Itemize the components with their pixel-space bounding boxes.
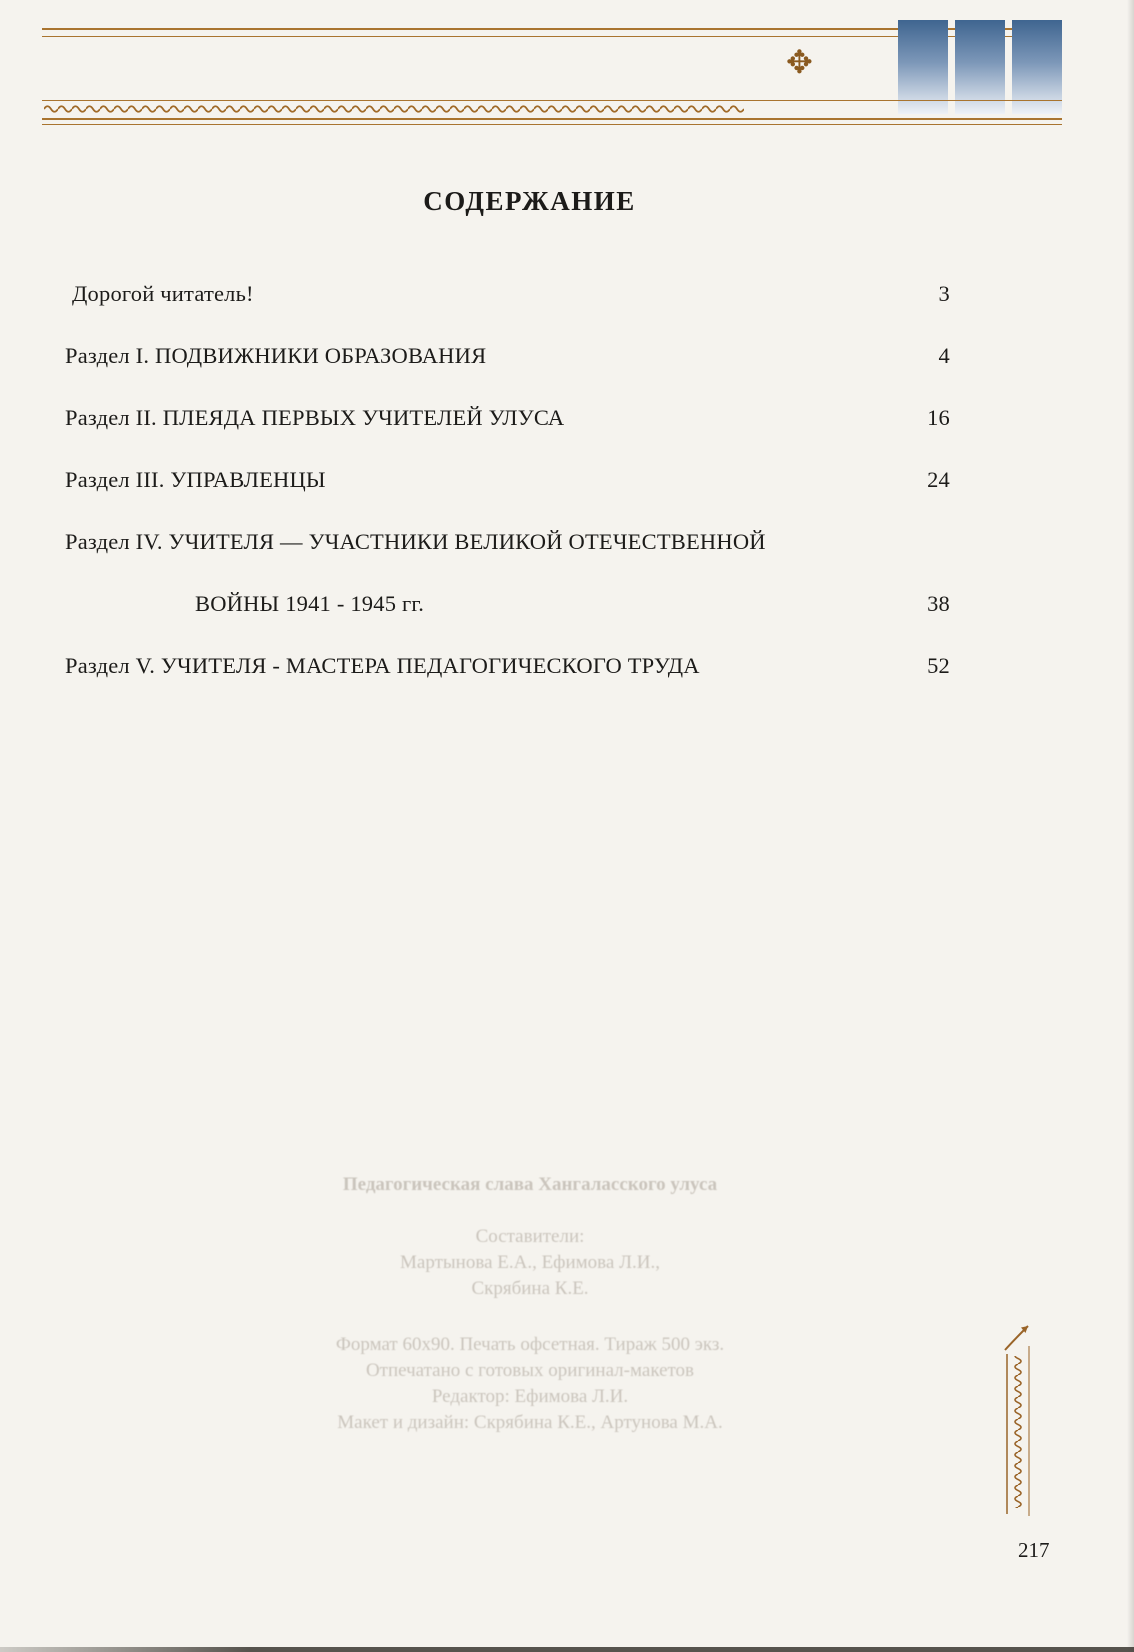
scan-edge-right: [1127, 0, 1134, 1652]
toc-entry-label: Раздел IV. УЧИТЕЛЯ — УЧАСТНИКИ ВЕЛИКОЙ ОТЕЧЕСТВЕННОЙ: [65, 529, 766, 554]
mid-rule-thin-lower: [42, 124, 1062, 125]
showthrough-line: Редактор: Ефимова Л.И.: [431, 1386, 629, 1407]
toc-row: [65, 529, 950, 555]
page-number: 217: [1018, 1538, 1050, 1562]
toc-entry-label: Раздел III. УПРАВЛЕНЦЫ: [65, 467, 326, 492]
toc-entry-page: 38: [927, 591, 950, 616]
toc-entry-page: 16: [927, 405, 950, 430]
toc-row-continuation: [65, 591, 950, 617]
toc-entry-label: Раздел II. ПЛЕЯДА ПЕРВЫХ УЧИТЕЛЕЙ УЛУСА: [65, 405, 565, 430]
toc-row: [65, 343, 950, 369]
showthrough-line: Педагогическая слава Хангаласского улуса: [342, 1174, 718, 1195]
toc-row: [65, 653, 950, 679]
showthrough-line: Формат 60х90. Печать офсетная. Тираж 500 экз.: [335, 1334, 725, 1355]
mid-rule-thin: [42, 100, 1062, 101]
showthrough-text: [180, 1172, 880, 1436]
showthrough-line: Отпечатано с готовых оригинал-макетов: [365, 1360, 695, 1381]
toc-row: [65, 281, 950, 307]
toc-entry-page: 4: [938, 343, 950, 368]
showthrough-line: Макет и дизайн: Скрябина К.Е., Артунова М.А.: [337, 1412, 723, 1433]
toc-row: [65, 467, 950, 493]
toc-entry-page: 24: [927, 467, 950, 492]
toc-entry-label: Раздел I. ПОДВИЖНИКИ ОБРАЗОВАНИЯ: [65, 343, 487, 368]
toc-entry-label: ВОЙНЫ 1941 - 1945 гг.: [195, 591, 425, 616]
mid-rule-thick: [42, 118, 1062, 120]
toc-entry-page: 3: [938, 281, 950, 306]
page-title: СОДЕРЖАНИЕ: [423, 186, 636, 216]
toc-row: [65, 405, 950, 431]
table-of-contents: [65, 186, 950, 715]
toc-entry-label: Раздел V. УЧИТЕЛЯ - МАСТЕРА ПЕДАГОГИЧЕСКОГО ТРУДА: [65, 653, 700, 678]
toc-entry-page: 52: [927, 653, 950, 678]
scan-edge-bottom: [0, 1647, 1134, 1652]
toc-entry-label: Дорогой читатель!: [72, 281, 254, 306]
showthrough-line: Составители:: [475, 1226, 585, 1247]
wave-ornament: [44, 102, 744, 116]
cross-ornament-icon: ✥: [786, 44, 813, 80]
showthrough-line: Мартынова Е.А., Ефимова Л.И.,: [400, 1252, 660, 1273]
vertical-ornament: [1002, 1320, 1032, 1516]
showthrough-line: Скрябина К.Е.: [471, 1278, 589, 1299]
